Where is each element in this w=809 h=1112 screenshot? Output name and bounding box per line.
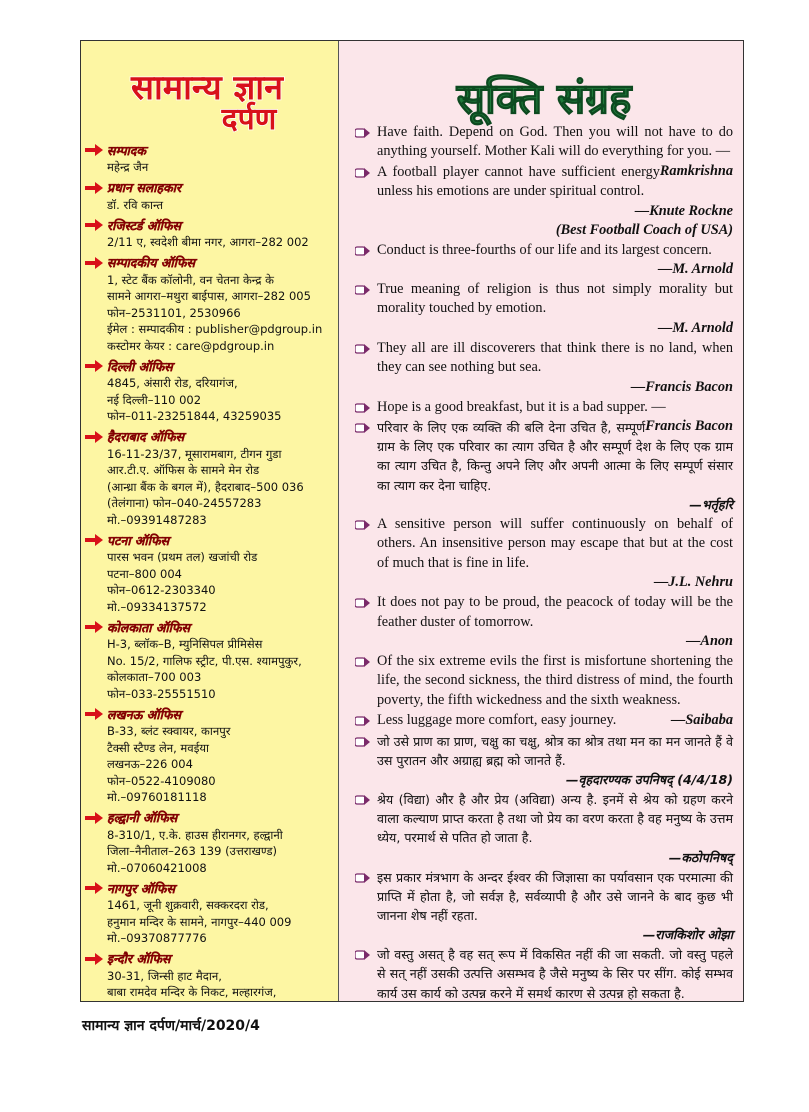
quote-body: जो वस्तु असत् है वह सत् रूप में विकसित नहीं की जा सकती. जो वस्तु पहले से सत् नहीं उसकी उत्पत्ति असम्भव है जैसे मनुष्य के सिर पर सींग. कोई सम्भव कार्य उस कार्य को उत्पन्न करने में समर्थ कारण से उत्पन्न हो सकता है. [377,947,733,1001]
office-heading [85,705,338,723]
office-block [85,705,338,806]
arrow-right-icon [85,182,103,194]
svg-text:सामान्य ज्ञान: सामान्य ज्ञान [131,68,283,108]
office-line: 8-310/1, ए.के. हाउस हीरानगर, हल्द्वानी [107,827,283,842]
hand-pointer-icon [355,714,371,728]
office-sidebar [81,41,339,1001]
hand-pointer-icon [355,401,371,415]
hand-pointer-icon [355,793,371,807]
quote-author: —Saibaba [671,712,733,729]
office-title: रजिस्टर्ड ऑफिस [107,217,181,233]
office-line: लखनऊ–226 004 [107,757,193,771]
quote-text [377,241,733,260]
quotes-panel [339,41,743,1001]
quote-item [347,280,733,338]
office-line: मो.–09334137572 [107,599,207,614]
office-line: मो.–09760181118 [107,790,207,804]
quote-author: Francis Bacon [645,418,733,435]
office-block [85,618,338,702]
quote-body: Of the six extreme evils the first is misfortune shortening the life, the second sickness, the third distress of mind, the fourth poverty, the fifth wickedness and the sixth weakness. [377,652,733,708]
arrow-right-icon [85,257,103,269]
quote-author: —M. Arnold [658,319,733,336]
quote-item [347,593,733,651]
quote-body: श्रेय (विद्या) और है और प्रेय (अविद्या) अन्य है. इनमें से श्रेय को ग्रहण करने वाला कल्याण प्राप्त करता है तथा जो प्रेय का वरण करता है वह मनुष्य के उत्तम ध्येय, परमार्थ से पतित हो जाता है. [377,791,733,846]
office-heading [85,254,338,272]
office-line: ईमेल : सम्पादकीय : publisher@pdgroup.in [107,322,323,336]
office-block [85,141,338,176]
arrow-right-icon [85,431,103,443]
office-line: मो.–07060421008 [107,860,207,875]
hand-pointer-icon [355,596,371,610]
quote-text [377,945,733,1001]
office-heading [85,357,338,375]
hand-pointer-icon [355,948,371,962]
office-title: लखनऊ ऑफिस [107,706,181,722]
office-block [85,254,338,355]
quote-text [377,868,733,926]
office-title: सम्पादकीय ऑफिस [107,255,195,270]
office-heading [85,950,338,968]
office-line: फोन–2531101, 2530966 [107,305,241,320]
quote-body: A football player cannot have sufficient energy unless his emotions are under spiritual control. [377,163,660,200]
office-block [85,879,338,947]
quote-text [377,515,733,573]
quote-body: इस प्रकार मंत्रभाग के अन्दर ईश्वर की जिज्ञासा का पर्यावसान एक परमात्मा की प्राप्ति में होता है, जो सर्वज्ञ है, सर्वव्यापी है और उसे जानने के बाद कुछ भी जानना शेष नहीं रहता. [377,869,733,923]
arrow-right-icon [85,708,103,720]
office-line: 4845, अंसारी रोड, दरियागंज, [107,376,238,390]
office-title: नागपुर ऑफिस [107,880,175,896]
quote-author-note: (Best Football Coach of USA) [555,221,733,238]
office-heading [85,179,338,197]
quote-text [377,398,733,435]
office-title: प्रधान सलाहकार [107,180,182,195]
office-line: 30-31, जिन्सी हाट मैदान, [107,968,222,983]
office-list [85,141,338,1001]
arrow-right-icon [85,812,103,824]
arrow-right-icon [85,534,103,546]
quote-author: —Francis Bacon [630,378,733,395]
quote-item [347,515,733,592]
office-line: No. 15/2, गालिफ स्ट्रीट, पी.एस. श्यामपुकुर, [107,653,302,668]
page-title-graphic [409,61,679,131]
quote-author: —कठोपनिषद् [668,849,733,865]
author-line [377,260,733,279]
quote-text [377,339,733,378]
office-line: (आन्ध्रा बैंक के बगल में), हैदराबाद–500 036 [107,479,304,494]
office-line: कस्टोमर केयर : care@pdgroup.in [107,338,275,353]
quote-text [377,652,733,710]
logo-icon [89,55,325,135]
quote-item [347,652,733,710]
office-line: बाबा रामदेव मन्दिर के निकट, मल्हारगंज, [107,985,277,999]
office-title: कोलकाता ऑफिस [107,619,190,635]
office-line: आर.टी.ए. ऑफिस के सामने मेन रोड [107,463,260,477]
arrow-right-icon [85,621,103,633]
office-line: नई दिल्ली–110 002 [107,392,202,407]
arrow-right-icon [85,953,103,965]
office-line: फोन–033-25551510 [107,686,216,701]
office-title: पटना ऑफिस [107,532,170,548]
office-heading [85,879,338,897]
quote-item [347,163,733,240]
quote-text [377,123,733,179]
office-title: दिल्ली ऑफिस [107,358,173,374]
hand-pointer-icon [355,421,371,435]
quote-author: —Anon [686,632,733,649]
hand-pointer-icon [355,655,371,669]
office-block [85,809,338,877]
quote-author: —M. Arnold [658,261,733,278]
quote-text [377,593,733,632]
masthead-logo [89,55,325,135]
quote-item [347,945,733,1001]
office-title: हैदराबाद ऑफिस [107,429,185,444]
office-heading [85,216,338,234]
quote-body: जो उसे प्राण का प्राण, चक्षु का चक्षु, श्रोत्र का श्रोत्र तथा मन का मन जानते हैं वे उस पुरातन और अग्राह्य ब्रह्म को जानते हैं. [377,733,733,768]
quote-text [377,790,733,848]
office-line: (तेलंगाना) फोन–040-24557283 [107,496,262,510]
office-line: हनुमान मन्दिर के सामने, नागपुर–440 009 [107,914,292,929]
office-block [85,216,338,251]
arrow-right-icon [85,360,103,372]
office-line: मो.–09370877776 [107,931,207,945]
author-line [377,202,733,221]
office-line: पारस भवन (प्रथम तल) खजांची रोड [107,550,258,564]
office-title: सम्पादक [107,142,147,158]
quote-author: Ramkrishna [659,162,733,179]
quotes-list [339,123,743,1001]
office-line: फोन–0612-2303340 [107,583,216,597]
office-heading [85,428,338,446]
hand-pointer-icon [355,283,371,297]
office-line: पटना–800 004 [107,566,182,581]
author-line [377,770,733,789]
quote-author: —राजकिशोर ओझा [642,927,733,943]
office-title: हल्द्वानी ऑफिस [107,810,178,825]
quote-author: —वृहदारण्यक उपनिषद् (4/4/18) [565,771,733,787]
hand-pointer-icon [355,244,371,258]
office-line: 2/11 ए, स्वदेशी बीमा नगर, आगरा–282 002 [107,235,309,249]
office-heading [85,141,338,159]
quote-text [377,711,733,730]
author-line [377,319,733,338]
quote-item [347,398,733,435]
author-line [377,495,733,514]
quote-item [347,732,733,789]
quote-author: —J.L. Nehru [653,574,733,591]
quote-body: Conduct is three-fourths of our life and its largest concern. [377,241,712,258]
quote-body: परिवार के लिए एक व्यक्ति की बलि देना उचित है, सम्पूर्ण ग्राम के लिए एक परिवार का त्याग उचित है और सम्पूर्ण देश के लिए एक ग्राम का त्याग उचित है, किन्तु अपने लिए और अपनी आत्मा के लिए सम्पूर्ण संसार का त्याग कर देना चाहिए. [377,420,733,493]
page-footer: सामान्य ज्ञान दर्पण/मार्च/2020/4 [82,1018,260,1034]
arrow-right-icon [85,882,103,894]
quote-body: Less luggage more comfort, easy journey. [377,712,617,729]
office-line: कोलकाता–700 003 [107,670,202,684]
office-line: फोन–0522-4109080 [107,773,216,788]
quote-body: Hope is a good breakfast, but it is a bad supper. — [377,398,666,415]
arrow-right-icon [85,144,103,156]
arrow-right-icon [85,219,103,231]
office-line: डॉ. रवि कान्त [107,197,164,212]
office-line [107,1001,338,1002]
quote-item [347,790,733,867]
quote-body: They all are ill discoverers that think there is no land, when they can see nothing but sea. [377,339,733,376]
quote-body: A sensitive person will suffer continuously on behalf of others. An insensitive person may escape that but at the cost of much that is fine in life. [377,515,733,571]
quote-text [377,163,733,202]
quote-item [347,868,733,945]
hand-pointer-icon [355,166,371,180]
author-line [377,573,733,592]
page-frame [80,40,744,1002]
office-line: सामने आगरा–मथुरा बाईपास, आगरा–282 005 [107,289,311,303]
author-line [377,925,733,944]
office-block [85,179,338,214]
author-line [377,848,733,867]
office-block [85,531,338,615]
quote-text [377,418,733,495]
office-line: 1461, जूनी शुक्रवारी, सक्करदरा रोड, [107,898,269,912]
hand-pointer-icon [355,518,371,532]
author-line [377,378,733,397]
quote-item [347,339,733,397]
hand-pointer-icon [355,735,371,749]
office-line: H-3, ब्लॉक–B, म्युनिसिपल प्रीमिसेस [107,637,263,651]
office-block [85,357,338,425]
office-line: टैक्सी स्टैण्ड लेन, मवईया [107,740,209,755]
office-heading [85,531,338,549]
office-block [85,950,338,1002]
author-line [377,632,733,651]
office-line: 16-11-23/37, मूसारामबाग, टीगन गुडा [107,446,282,461]
office-line: जिला–नैनीताल–263 139 (उत्तराखण्ड) [107,844,277,858]
office-line: 1, स्टेट बैंक कॉलोनी, वन चेतना केन्द्र के [107,272,274,287]
quote-text [377,732,733,770]
office-line: B-33, ब्लंट स्क्वायर, कानपुर [107,724,231,738]
page-title: सूक्ति संग्रह [456,74,632,123]
quote-body: True meaning of religion is thus not simply morality but morality touched by emotion. [377,281,733,317]
office-line: मो.–09391487283 [107,512,207,527]
quote-body: Have faith. Depend on God. Then you will not have to do anything yourself. Mother Kali will do everything for you. — [377,124,733,160]
office-title: इन्दौर ऑफिस [107,951,171,966]
office-block [85,428,338,529]
quote-item [347,123,733,179]
office-line: फोन–011-23251844, 43259035 [107,409,282,423]
quote-author: —भर्तृहरि [689,496,733,512]
quote-text [377,280,733,319]
hand-pointer-icon [355,871,371,885]
hand-pointer-icon [355,342,371,356]
quote-author: —Knute Rockne [634,202,733,219]
author-line [377,221,733,240]
hand-pointer-icon [355,126,371,140]
office-line: महेन्द्र जैन [107,160,149,174]
office-heading [85,618,338,636]
svg-text:दर्पण: दर्पण [221,102,277,135]
quote-item [347,418,733,514]
quote-body: It does not pay to be proud, the peacock of today will be the feather duster of tomorrow. [377,594,733,630]
office-heading [85,809,338,827]
quote-item [347,711,733,730]
quote-item [347,241,733,279]
